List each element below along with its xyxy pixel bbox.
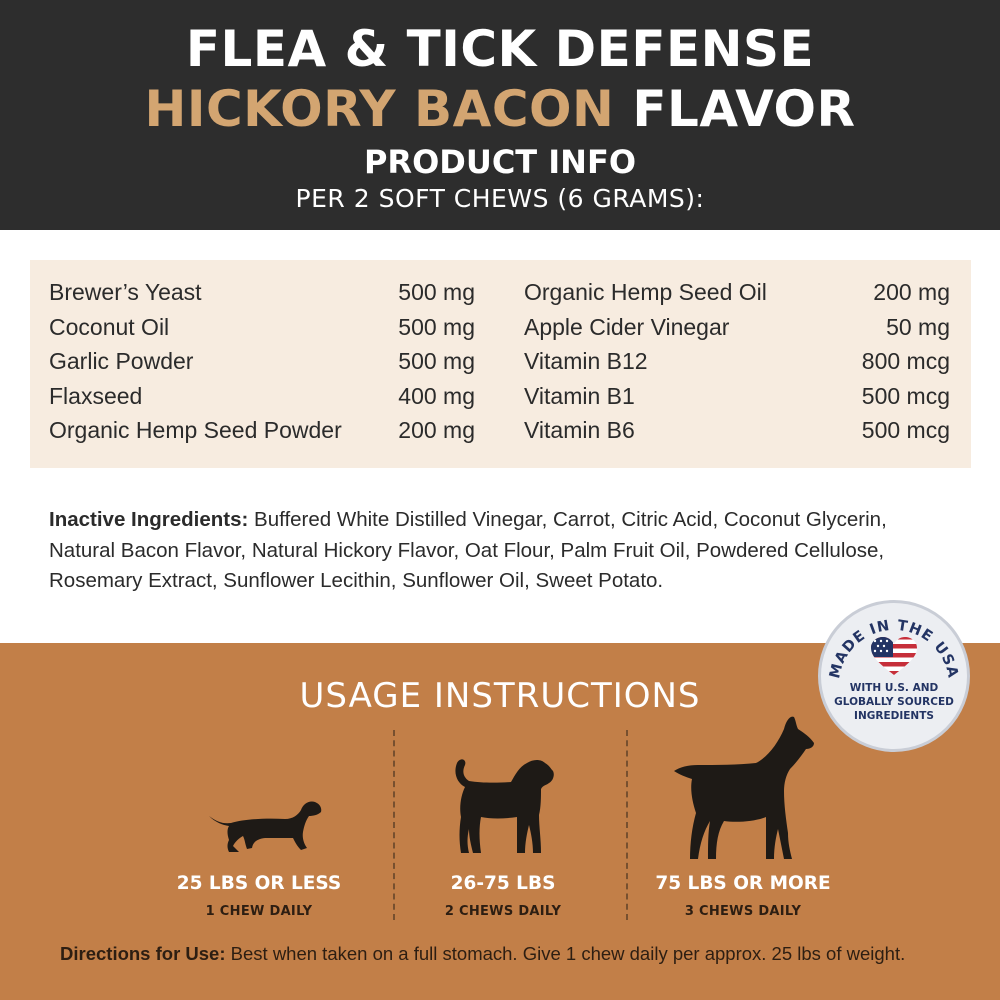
tier-weight-small: 25 LBS OR LESS [176, 873, 342, 894]
ingredient-name: Brewer’s Yeast [49, 279, 202, 305]
ingredient-row [49, 417, 475, 452]
ingredient-row [49, 383, 475, 418]
ingredient-amount: 500 mcg [861, 382, 950, 409]
tier-weight-medium: 26-75 LBS [450, 873, 556, 894]
flavor-accent: HICKORY BACON [144, 80, 615, 138]
usage-title: USAGE INSTRUCTIONS [299, 676, 701, 716]
header-banner [0, 0, 1000, 230]
ingredient-row [49, 348, 475, 383]
ingredient-name: Vitamin B6 [524, 417, 635, 443]
ingredient-name: Organic Hemp Seed Powder [49, 417, 342, 443]
badge-ring [821, 603, 967, 749]
ingredient-name: Garlic Powder [49, 348, 194, 374]
dachshund-icon [205, 798, 325, 858]
ingredient-row [524, 314, 950, 349]
ingredient-amount: 200 mg [873, 279, 950, 305]
ingredient-amount: 800 mcg [861, 348, 950, 374]
badge-line-1: WITH U.S. AND [849, 682, 939, 694]
ingredient-amount: 500 mg [398, 313, 475, 340]
directions-for-use [60, 943, 980, 965]
ingredient-name: Vitamin B12 [524, 348, 648, 374]
ingredient-amount: 400 mg [398, 382, 475, 409]
directions-text: Best when taken on a full stomach. Give 1 chew daily per approx. 25 lbs of weight. [225, 943, 906, 964]
badge-line-3: INGREDIENTS [854, 710, 934, 722]
ingredient-name: Coconut Oil [49, 313, 170, 340]
ingredient-name: Flaxseed [49, 382, 143, 409]
ingredient-name: Apple Cider Vinegar [524, 313, 730, 340]
ingredient-row [524, 383, 950, 418]
flavor-title [0, 80, 1000, 138]
great-dane-icon [668, 713, 818, 863]
ingredients-column-left [49, 279, 475, 452]
ingredient-amount: 500 mg [398, 348, 475, 374]
us-flag-heart-icon [869, 635, 919, 677]
inactive-ingredients-text: Buffered White Distilled Vinegar, Carrot, Citric Acid, Coconut Glycerin, Natural Bacon Flavor, Natural Hickory Flavor, Oat Flour, Palm Fruit Oil, Powdered Cellulose, Rosemary Extract, Sunflower Lecithin, Sunflower Oil, Sweet Potato. [49, 508, 887, 592]
ingredient-row [524, 279, 950, 314]
serving-size: PER 2 SOFT CHEWS (6 GRAMS): [295, 184, 705, 213]
ingredient-name: Vitamin B1 [524, 382, 635, 409]
product-title: FLEA & TICK DEFENSE [185, 20, 815, 78]
ingredient-row [524, 348, 950, 383]
tier-dose-large: 3 CHEWS DAILY [684, 904, 802, 919]
tier-weight-large: 75 LBS OR MORE [655, 873, 831, 894]
ingredient-row [524, 417, 950, 452]
ingredient-row [49, 279, 475, 314]
medium-dog-icon [445, 753, 565, 863]
ingredient-amount: 500 mg [398, 279, 475, 305]
badge-text [821, 681, 967, 723]
tier-dose-medium: 2 CHEWS DAILY [444, 904, 562, 919]
ingredient-amount: 500 mcg [861, 417, 950, 443]
tier-dose-small: 1 CHEW DAILY [205, 904, 313, 919]
ingredients-column-right [524, 279, 950, 452]
active-ingredients-table [30, 260, 971, 468]
made-in-usa-badge [818, 600, 970, 752]
flavor-word: FLAVOR [632, 80, 856, 138]
inactive-ingredients [49, 505, 949, 597]
ingredient-amount: 200 mg [398, 417, 475, 443]
badge-ring-text: MADE IN THE USA [827, 617, 961, 681]
inactive-ingredients-label: Inactive Ingredients: [49, 508, 249, 531]
ingredient-name: Organic Hemp Seed Oil [524, 279, 767, 305]
product-info-heading: PRODUCT INFO [363, 143, 637, 181]
ingredient-row [49, 314, 475, 349]
directions-label: Directions for Use: [60, 943, 226, 964]
badge-line-2: GLOBALLY SOURCED [834, 696, 954, 708]
ingredient-amount: 50 mg [886, 313, 950, 340]
